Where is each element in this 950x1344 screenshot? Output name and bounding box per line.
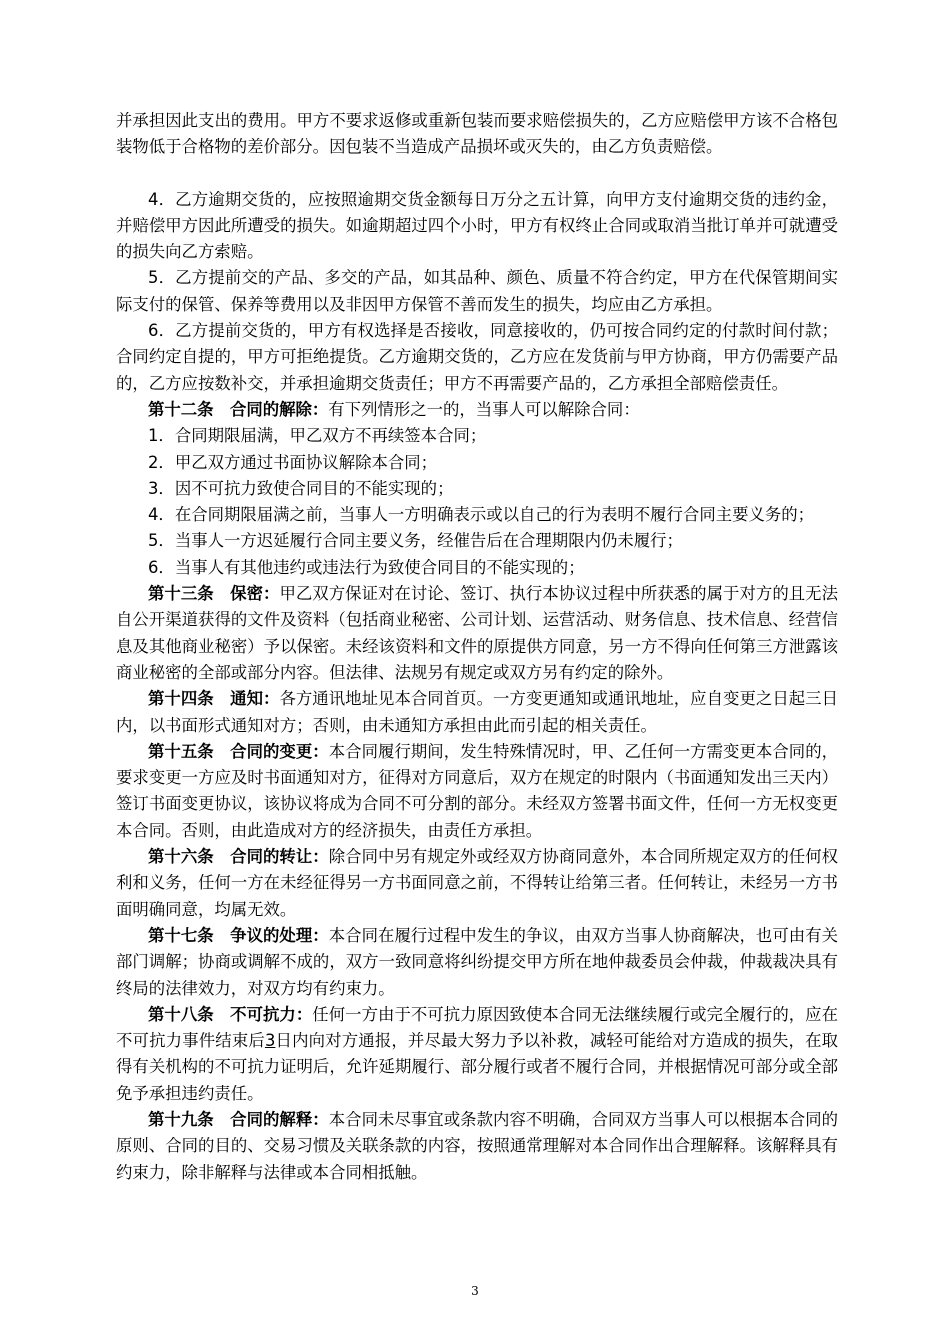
- article-16: [116, 844, 838, 923]
- article-18-text-after: 日内向对方通报，并尽最大努力予以补救，减轻可能给对方造成的损失，在取得有关机构的不可抗力证明后，允许延期履行、部分履行或者不履行合同，并根据情况可部分或全部免予承担违约责任。: [116, 1031, 839, 1103]
- article-17-text: 本合同在履行过程中发生的争议，由双方当事人协商解决，也可由有关部门调解；协商或调解不成的，双方一致同意将纠纷提交甲方所在地仲裁委员会仲裁，仲裁裁决具有终局的法律效力，对双方均有约束力。: [116, 925, 839, 998]
- article-14-text: 各方通讯地址见本合同首页。一方变更通知或通讯地址，应自变更之日起三日内，以书面形式通知对方；否则，由未通知方承担由此而引起的相关责任。: [116, 689, 838, 735]
- clause-item-6: 6．乙方提前交货的，甲方有权选择是否接收，同意接收的，仍可按合同约定的付款时间付款；合同约定自提的，甲方可拒绝提货。乙方逾期交货的，乙方应在发货前与甲方协商，甲方仍需要产品的，乙方应按数补交，并承担逾期交货责任；甲方不再需要产品的，乙方承担全部赔偿责任。: [116, 321, 838, 393]
- article-14: [116, 686, 838, 739]
- paragraph-packaging-cont: 并承担因此支出的费用。甲方不要求返修或重新包装而要求赔偿损失的，乙方应赔偿甲方该不合格包装物低于合格物的差价部分。因包装不当造成产品损坏或灭失的，由乙方负责赔偿。: [116, 111, 838, 157]
- article-15-text: 本合同履行期间，发生特殊情况时，甲、乙任何一方需变更本合同的，要求变更一方应及时书面通知对方，征得对方同意后，双方在规定的时限内（书面通知发出三天内）签订书面变更协议，该协议将成为合同不可分割的部分。未经双方签署书面文件，任何一方无权变更本合同。否则，由此造成对方的经济损失，由责任方承担。: [116, 741, 839, 840]
- document-body: [116, 108, 838, 1186]
- article-12: [116, 397, 838, 423]
- clause-item-4: 4．乙方逾期交货的，应按照逾期交货金额每日万分之五计算，向甲方支付逾期交货的违约金，并赔偿甲方因此所遭受的损失。如逾期超过四个小时，甲方有权终止合同或取消当批订单并可就遭受的损失向乙方索赔。: [116, 189, 838, 262]
- article-12-item-1: 1．合同期限届满，甲乙双方不再续签本合同；: [148, 426, 487, 446]
- article-13-text: 甲乙双方保证对在讨论、签订、执行本协议过程中所获悉的属于对方的且无法自公开渠道获得的文件及资料（包括商业秘密、公司计划、运营活动、财务信息、技术信息、经营信息及其他商业秘密）予以保密。未经该资料和文件的原提供方同意，另一方不得向任何第三方泄露该商业秘密的全部或部分内容。但法律、法规另有规定或双方另有约定的除外。: [116, 584, 838, 682]
- clause-item-5: 5．乙方提前交的产品、多交的产品，如其品种、颜色、质量不符合约定，甲方在代保管期间实际支付的保管、保养等费用以及非因甲方保管不善而发生的损失，均应由乙方承担。: [116, 268, 838, 314]
- article-12-item-2: 2．甲乙双方通过书面协议解除本合同；: [148, 452, 438, 472]
- article-14-heading: 第十四条 通知：: [148, 689, 280, 709]
- article-12-item-5: 5．当事人一方迟延履行合同主要义务，经催告后在合理期限内仍未履行；: [148, 531, 683, 551]
- article-15-heading: 第十五条 合同的变更：: [148, 741, 329, 761]
- article-18: [116, 1002, 838, 1107]
- article-12-item-6: 6．当事人有其他违约或违法行为致使合同目的不能实现的；: [148, 557, 585, 577]
- article-19: [116, 1107, 838, 1186]
- article-13: [116, 581, 838, 686]
- article-13-heading: 第十三条 保密：: [148, 584, 280, 604]
- article-15: [116, 739, 838, 844]
- page-number: 3: [471, 1284, 479, 1298]
- article-12-item-3: 3．因不可抗力致使合同目的不能实现的；: [148, 478, 454, 498]
- article-16-heading: 第十六条 合同的转让：: [148, 847, 329, 867]
- article-18-heading: 第十八条 不可抗力：: [148, 1004, 313, 1024]
- article-19-text: 本合同未尽事宜或条款内容不明确，合同双方当事人可以根据本合同的原则、合同的目的、交易习惯及关联条款的内容，按照通常理解对本合同作出合理解释。该解释具有约束力，除非解释与法律或本合同相抵触。: [116, 1109, 839, 1182]
- article-19-heading: 第十九条 合同的解释：: [148, 1109, 329, 1129]
- article-18-days-value: 3: [264, 1031, 276, 1051]
- article-12-item-4: 4．在合同期限届满之前，当事人一方明确表示或以自己的行为表明不履行合同主要义务的；: [148, 505, 815, 525]
- article-16-text: 除合同中另有规定外或经双方协商同意外，本合同所规定双方的任何权利和义务，任何一方在未经征得另一方书面同意之前，不得转让给第三者。任何转让，未经另一方书面明确同意，均属无效。: [116, 847, 839, 919]
- article-17: [116, 923, 838, 1002]
- article-12-heading: 第十二条 合同的解除：: [148, 399, 329, 419]
- article-18-text-before: 任何一方由于不可抗力原因致使本合同无法继续履行或完全履行的，应在不可抗力事件结束后: [116, 1004, 838, 1051]
- article-12-text: 有下列情形之一的，当事人可以解除合同：: [328, 399, 640, 419]
- article-17-heading: 第十七条 争议的处理：: [148, 925, 329, 945]
